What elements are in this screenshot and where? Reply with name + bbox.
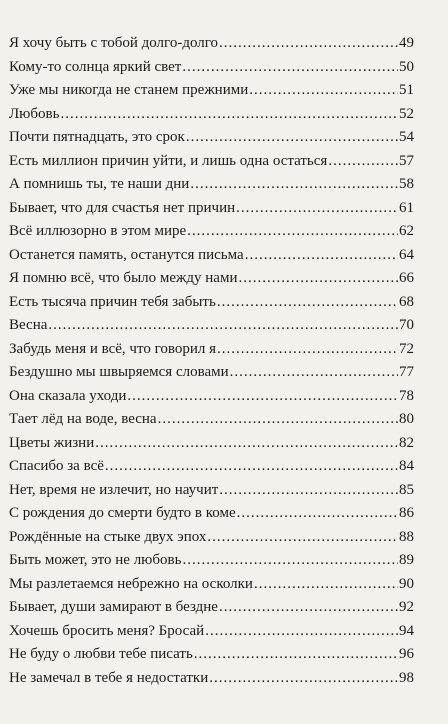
toc-entry <box>9 103 414 127</box>
toc-entry-page-number: 88 <box>399 528 414 545</box>
dot-leader <box>249 79 398 103</box>
toc-entry-title: Уже мы никогда не станем прежними <box>9 82 249 98</box>
toc-entry-page-number: 78 <box>399 387 414 404</box>
toc-entry <box>9 526 414 550</box>
table-of-contents <box>9 32 414 690</box>
toc-entry-page-number: 70 <box>399 317 414 333</box>
toc-entry <box>9 385 414 409</box>
toc-entry <box>9 126 414 150</box>
toc-entry-title: Тает лёд на воде, весна <box>9 411 157 427</box>
dot-leader <box>190 173 398 197</box>
toc-entry <box>9 643 414 667</box>
toc-entry <box>9 338 414 362</box>
dot-leader <box>219 32 398 56</box>
toc-entry <box>9 56 414 80</box>
toc-entry-title: Кому-то солнца яркий свет <box>9 58 182 75</box>
toc-entry <box>9 432 414 456</box>
toc-entry <box>9 150 414 174</box>
toc-entry-title: Не буду о любви тебе писать <box>9 646 193 662</box>
toc-entry-title: Рождённые на стыке двух эпох <box>9 528 207 545</box>
dot-leader <box>187 220 398 244</box>
toc-entry <box>9 79 414 103</box>
dot-leader <box>230 361 398 385</box>
toc-entry-page-number: 62 <box>399 223 414 239</box>
toc-entry <box>9 620 414 644</box>
toc-entry <box>9 291 414 315</box>
toc-entry-title: Весна <box>9 317 48 333</box>
toc-entry-page-number: 82 <box>399 434 414 451</box>
toc-entry-title: Спасибо за всё <box>9 458 104 474</box>
toc-entry-page-number: 57 <box>399 152 414 169</box>
toc-entry-page-number: 50 <box>399 58 414 75</box>
dot-leader <box>182 549 398 573</box>
toc-entry-title: Любовь <box>9 105 60 122</box>
toc-entry-page-number: 54 <box>399 129 414 145</box>
toc-entry <box>9 314 414 338</box>
dot-leader <box>205 620 398 644</box>
dot-leader <box>194 643 398 667</box>
dot-leader <box>217 338 398 362</box>
toc-entry <box>9 220 414 244</box>
toc-entry-title: Есть миллион причин уйти, и лишь одна остаться <box>9 152 328 169</box>
toc-entry <box>9 361 414 385</box>
toc-entry-page-number: 64 <box>399 246 414 263</box>
dot-leader <box>95 432 398 456</box>
toc-entry-page-number: 51 <box>399 82 414 98</box>
toc-entry-title: Почти пятнадцать, это срок <box>9 129 185 145</box>
dot-leader <box>236 197 398 221</box>
toc-entry-title: Цветы жизни <box>9 434 95 451</box>
toc-entry <box>9 573 414 597</box>
toc-entry <box>9 479 414 503</box>
toc-entry-title: Быть может, это не любовь <box>9 552 182 568</box>
dot-leader <box>328 150 398 174</box>
toc-entry-title: Есть тысяча причин тебя забыть <box>9 293 216 310</box>
toc-entry-page-number: 98 <box>399 669 414 686</box>
dot-leader <box>182 56 398 80</box>
toc-entry-title: С рождения до смерти будто в коме <box>9 505 236 521</box>
toc-entry <box>9 549 414 573</box>
toc-entry-page-number: 58 <box>399 176 414 192</box>
toc-entry-title: Мы разлетаемся небрежно на осколки <box>9 575 253 592</box>
toc-entry <box>9 267 414 291</box>
dot-leader <box>217 291 398 315</box>
toc-entry-title: Нет, время не излечит, но научит <box>9 481 219 498</box>
toc-entry-page-number: 66 <box>399 270 414 286</box>
dot-leader <box>219 596 398 620</box>
dot-leader <box>209 667 398 691</box>
toc-entry-title: Хочешь бросить меня? Бросай <box>9 622 205 639</box>
toc-entry <box>9 667 414 691</box>
dot-leader <box>48 314 398 338</box>
toc-entry-page-number: 61 <box>399 199 414 216</box>
toc-entry-page-number: 49 <box>399 35 414 51</box>
toc-entry <box>9 173 414 197</box>
toc-entry-page-number: 92 <box>399 599 414 615</box>
dot-leader <box>158 408 398 432</box>
toc-entry-title: Я помню всё, что было между нами <box>9 270 238 286</box>
toc-entry-title: Я хочу быть с тобой долго-долго <box>9 35 219 51</box>
toc-entry-page-number: 90 <box>399 575 414 592</box>
toc-entry-title: Останется память, останутся письма <box>9 246 244 263</box>
toc-entry-title: Она сказала уходи <box>9 387 127 404</box>
toc-entry-title: Не замечал в тебе я недостатки <box>9 669 209 686</box>
dot-leader <box>237 502 398 526</box>
toc-entry-title: Бывает, души замирают в бездне <box>9 599 218 615</box>
toc-entry-page-number: 96 <box>399 646 414 662</box>
toc-entry <box>9 455 414 479</box>
toc-entry-page-number: 77 <box>399 364 414 380</box>
toc-entry-title: А помнишь ты, те наши дни <box>9 176 190 192</box>
toc-entry-title: Всё иллюзорно в этом мире <box>9 223 187 239</box>
toc-entry-title: Забудь меня и всё, что говорил я <box>9 340 216 357</box>
dot-leader <box>245 244 398 268</box>
toc-entry-page-number: 80 <box>399 411 414 427</box>
toc-entry-page-number: 68 <box>399 293 414 310</box>
toc-entry-page-number: 89 <box>399 552 414 568</box>
toc-entry-page-number: 86 <box>399 505 414 521</box>
toc-entry <box>9 244 414 268</box>
toc-entry <box>9 408 414 432</box>
toc-entry <box>9 502 414 526</box>
dot-leader <box>219 479 398 503</box>
toc-entry <box>9 32 414 56</box>
toc-entry-page-number: 84 <box>399 458 414 474</box>
toc-entry-page-number: 52 <box>399 105 414 122</box>
toc-entry-page-number: 85 <box>399 481 414 498</box>
toc-entry <box>9 596 414 620</box>
toc-entry-title: Бывает, что для счастья нет причин <box>9 199 236 216</box>
dot-leader <box>207 526 398 550</box>
dot-leader <box>127 385 398 409</box>
toc-entry <box>9 197 414 221</box>
dot-leader <box>254 573 398 597</box>
dot-leader <box>105 455 398 479</box>
toc-entry-title: Бездушно мы швыряемся словами <box>9 364 229 380</box>
toc-entry-page-number: 72 <box>399 340 414 357</box>
toc-entry-page-number: 94 <box>399 622 414 639</box>
dot-leader <box>238 267 398 291</box>
dot-leader <box>60 103 398 127</box>
dot-leader <box>186 126 398 150</box>
